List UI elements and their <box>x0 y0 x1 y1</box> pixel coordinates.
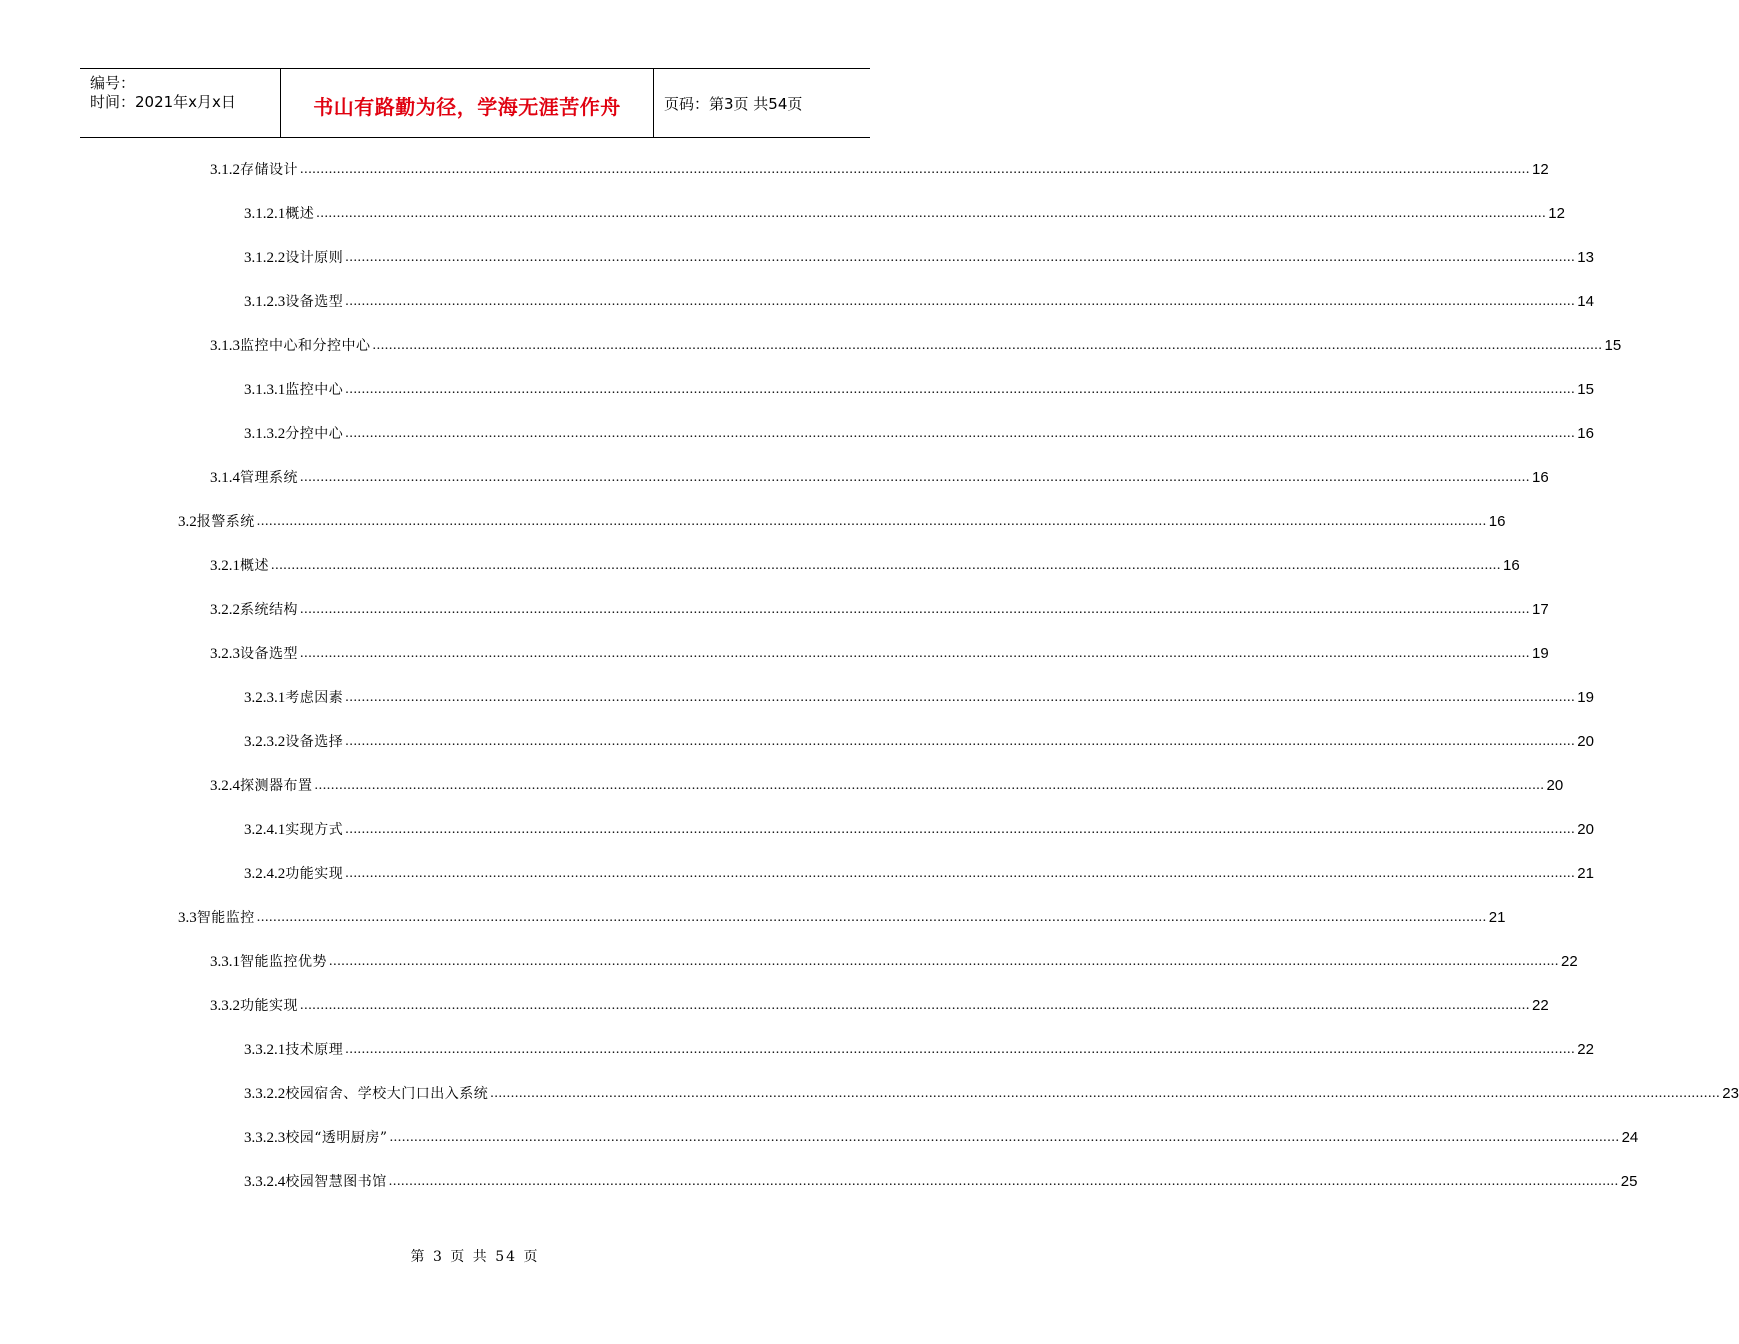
toc-entry-title: 实现方式 <box>285 822 344 838</box>
toc-entry-number: 3.3.2.3 <box>244 1130 286 1146</box>
document-number-label: 编号： <box>90 74 136 92</box>
toc-entry-number: 3.1.3.2 <box>244 426 286 442</box>
toc-entry-title: 监控中心 <box>285 382 344 398</box>
toc-entry-title: 校园宿舍、学校大门口出入系统 <box>285 1086 489 1102</box>
toc-entry-page: 21 <box>1488 909 1506 926</box>
toc-leader-dots: ............................................................................................................................................................................................................................................................................................................ <box>300 998 1530 1013</box>
toc-entry-page: 12 <box>1532 161 1549 178</box>
toc-entry-page: 22 <box>1561 953 1578 970</box>
toc-entry[interactable] <box>210 159 1549 181</box>
toc-entry-number: 3.3.2.2 <box>244 1086 286 1102</box>
toc-entry-number: 3.3.2.4 <box>244 1174 286 1190</box>
toc-entry-number: 3.1.3 <box>210 338 240 354</box>
toc-entry-number: 3.3 <box>178 910 197 926</box>
toc-entry-title: 管理系统 <box>240 470 298 486</box>
page-header <box>80 68 870 138</box>
toc-entry-page: 16 <box>1577 425 1594 442</box>
toc-leader-dots: ............................................................................................................................................................................................................................................................................................................ <box>345 250 1576 265</box>
toc-entry[interactable] <box>210 951 1578 973</box>
page-info: 页码：第3页 共54页 <box>664 95 803 113</box>
toc-entry-page: 20 <box>1577 821 1594 838</box>
toc-entry-number: 3.2.4.1 <box>244 822 286 838</box>
toc-entry[interactable] <box>244 731 1594 753</box>
toc-leader-dots: ............................................................................................................................................................................................................................................................................................................ <box>314 778 1545 793</box>
toc-entry-title: 探测器布置 <box>240 778 313 794</box>
toc-entry-title: 功能实现 <box>240 998 298 1014</box>
toc-entry-page: 20 <box>1546 777 1564 794</box>
toc-entry[interactable] <box>244 247 1594 269</box>
toc-entry-title: 存储设计 <box>240 162 298 178</box>
toc-entry-title: 概述 <box>285 206 315 222</box>
toc-entry[interactable] <box>244 379 1594 401</box>
toc-entry-title: 智能监控优势 <box>240 954 327 970</box>
toc-leader-dots: ............................................................................................................................................................................................................................................................................................................ <box>345 382 1576 397</box>
toc-entry-page: 15 <box>1577 381 1594 398</box>
toc-entry-page: 16 <box>1488 513 1506 530</box>
toc-entry-title: 功能实现 <box>285 866 344 882</box>
header-page-cell <box>654 69 870 137</box>
toc-entry-page: 12 <box>1548 205 1565 222</box>
toc-entry-number: 3.1.2.3 <box>244 294 286 310</box>
toc-leader-dots: ............................................................................................................................................................................................................................................................................................................ <box>300 470 1530 485</box>
toc-entry[interactable] <box>244 1127 1639 1149</box>
toc-entry[interactable] <box>210 643 1549 665</box>
date-label: 时间：2021年x月x日 <box>90 93 236 111</box>
toc-entry-title: 设备选择 <box>285 734 344 750</box>
toc-entry[interactable] <box>244 291 1594 313</box>
toc-leader-dots: ............................................................................................................................................................................................................................................................................................................ <box>329 954 1559 969</box>
toc-leader-dots: ............................................................................................................................................................................................................................................................................................................ <box>388 1174 1619 1189</box>
toc-leader-dots: ............................................................................................................................................................................................................................................................................................................ <box>345 1042 1576 1057</box>
toc-entry[interactable] <box>210 995 1549 1017</box>
toc-entry[interactable] <box>210 335 1622 357</box>
toc-leader-dots: ............................................................................................................................................................................................................................................................................................................ <box>300 602 1530 617</box>
toc-leader-dots: ............................................................................................................................................................................................................................................................................................................ <box>345 734 1576 749</box>
toc-entry-page: 14 <box>1577 293 1594 310</box>
toc-entry-title: 系统结构 <box>240 602 298 618</box>
toc-leader-dots: ............................................................................................................................................................................................................................................................................................................ <box>345 822 1576 837</box>
toc-entry-title: 概述 <box>240 558 269 574</box>
motto: 书山有路勤为径，学海无涯苦作舟 <box>313 95 621 119</box>
toc-entry-page: 22 <box>1577 1041 1594 1058</box>
toc-entry-page: 22 <box>1532 997 1549 1014</box>
toc-entry-title: 校园“透明厨房” <box>285 1130 388 1146</box>
toc-entry-page: 17 <box>1532 601 1549 618</box>
toc-leader-dots: ............................................................................................................................................................................................................................................................................................................ <box>490 1086 1721 1101</box>
toc-entry[interactable] <box>210 775 1564 797</box>
toc-entry-number: 3.1.2.2 <box>244 250 286 266</box>
toc-entry-page: 21 <box>1577 865 1594 882</box>
toc-entry-page: 24 <box>1621 1129 1639 1146</box>
header-motto-cell <box>281 69 654 137</box>
toc-entry[interactable] <box>244 819 1594 841</box>
toc-leader-dots: ............................................................................................................................................................................................................................................................................................................ <box>316 206 1547 221</box>
toc-entry-number: 3.2.1 <box>210 558 240 574</box>
toc-entry-number: 3.2.3.2 <box>244 734 286 750</box>
toc-entry-page: 16 <box>1503 557 1520 574</box>
toc-entry-number: 3.2.4.2 <box>244 866 286 882</box>
toc-leader-dots: ............................................................................................................................................................................................................................................................................................................ <box>372 338 1603 353</box>
toc-entry-number: 3.2 <box>178 514 197 530</box>
toc-entry-number: 3.3.2 <box>210 998 240 1014</box>
toc-entry-title: 监控中心和分控中心 <box>240 338 371 354</box>
toc-entry[interactable] <box>178 511 1506 533</box>
toc-entry-title: 考虑因素 <box>285 690 344 706</box>
toc-entry-number: 3.2.3 <box>210 646 240 662</box>
toc-entry-page: 15 <box>1604 337 1622 354</box>
toc-entry-page: 16 <box>1532 469 1549 486</box>
toc-entry-number: 3.1.2 <box>210 162 240 178</box>
toc-entry[interactable] <box>178 907 1506 929</box>
toc-entry-number: 3.3.2.1 <box>244 1042 286 1058</box>
toc-entry[interactable] <box>244 687 1594 709</box>
toc-entry-title: 技术原理 <box>285 1042 344 1058</box>
toc-entry-page: 13 <box>1577 249 1594 266</box>
toc-leader-dots: ............................................................................................................................................................................................................................................................................................................ <box>256 910 1487 925</box>
toc-leader-dots: ............................................................................................................................................................................................................................................................................................................ <box>345 426 1576 441</box>
toc-entry-page: 19 <box>1532 645 1549 662</box>
toc-entry-title: 智能监控 <box>196 910 255 926</box>
toc-entry-page: 23 <box>1722 1085 1739 1102</box>
toc-leader-dots: ............................................................................................................................................................................................................................................................................................................ <box>345 294 1576 309</box>
toc-entry-title: 设备选型 <box>240 646 298 662</box>
toc-entry-page: 19 <box>1577 689 1594 706</box>
toc-leader-dots: ............................................................................................................................................................................................................................................................................................................ <box>256 514 1487 529</box>
toc-leader-dots: ............................................................................................................................................................................................................................................................................................................ <box>345 866 1576 881</box>
toc-entry[interactable] <box>210 555 1520 577</box>
toc-entry-number: 3.1.2.1 <box>244 206 286 222</box>
toc-entry-number: 3.2.4 <box>210 778 240 794</box>
toc-leader-dots: ............................................................................................................................................................................................................................................................................................................ <box>300 646 1530 661</box>
toc-entry[interactable] <box>244 203 1565 225</box>
toc-entry-number: 3.3.1 <box>210 954 240 970</box>
toc-entry-title: 报警系统 <box>196 514 255 530</box>
toc-entry[interactable] <box>244 1171 1638 1193</box>
toc-entry[interactable] <box>210 599 1549 621</box>
toc-leader-dots: ............................................................................................................................................................................................................................................................................................................ <box>271 558 1501 573</box>
toc-entry[interactable] <box>244 1039 1594 1061</box>
toc-entry[interactable] <box>244 423 1594 445</box>
toc-entry-title: 设备选型 <box>285 294 344 310</box>
header-info-cell <box>80 69 281 137</box>
toc-entry-number: 3.1.4 <box>210 470 240 486</box>
toc-entry-number: 3.2.3.1 <box>244 690 286 706</box>
toc-entry-page: 20 <box>1577 733 1594 750</box>
toc-entry-title: 设计原则 <box>285 250 344 266</box>
toc-leader-dots: ............................................................................................................................................................................................................................................................................................................ <box>345 690 1576 705</box>
toc-entry-number: 3.1.3.1 <box>244 382 286 398</box>
toc-entry-page: 25 <box>1620 1173 1638 1190</box>
page-footer: 第 3 页 共 54 页 <box>410 1249 540 1265</box>
toc-leader-dots: ............................................................................................................................................................................................................................................................................................................ <box>389 1130 1620 1145</box>
toc-entry[interactable] <box>210 467 1549 489</box>
toc-entry-title: 校园智慧图书馆 <box>285 1174 387 1190</box>
toc-entry-title: 分控中心 <box>285 426 344 442</box>
toc-leader-dots: ............................................................................................................................................................................................................................................................................................................ <box>300 162 1530 177</box>
toc-entry[interactable] <box>244 863 1594 885</box>
toc-entry[interactable] <box>244 1083 1739 1105</box>
toc-entry-number: 3.2.2 <box>210 602 240 618</box>
